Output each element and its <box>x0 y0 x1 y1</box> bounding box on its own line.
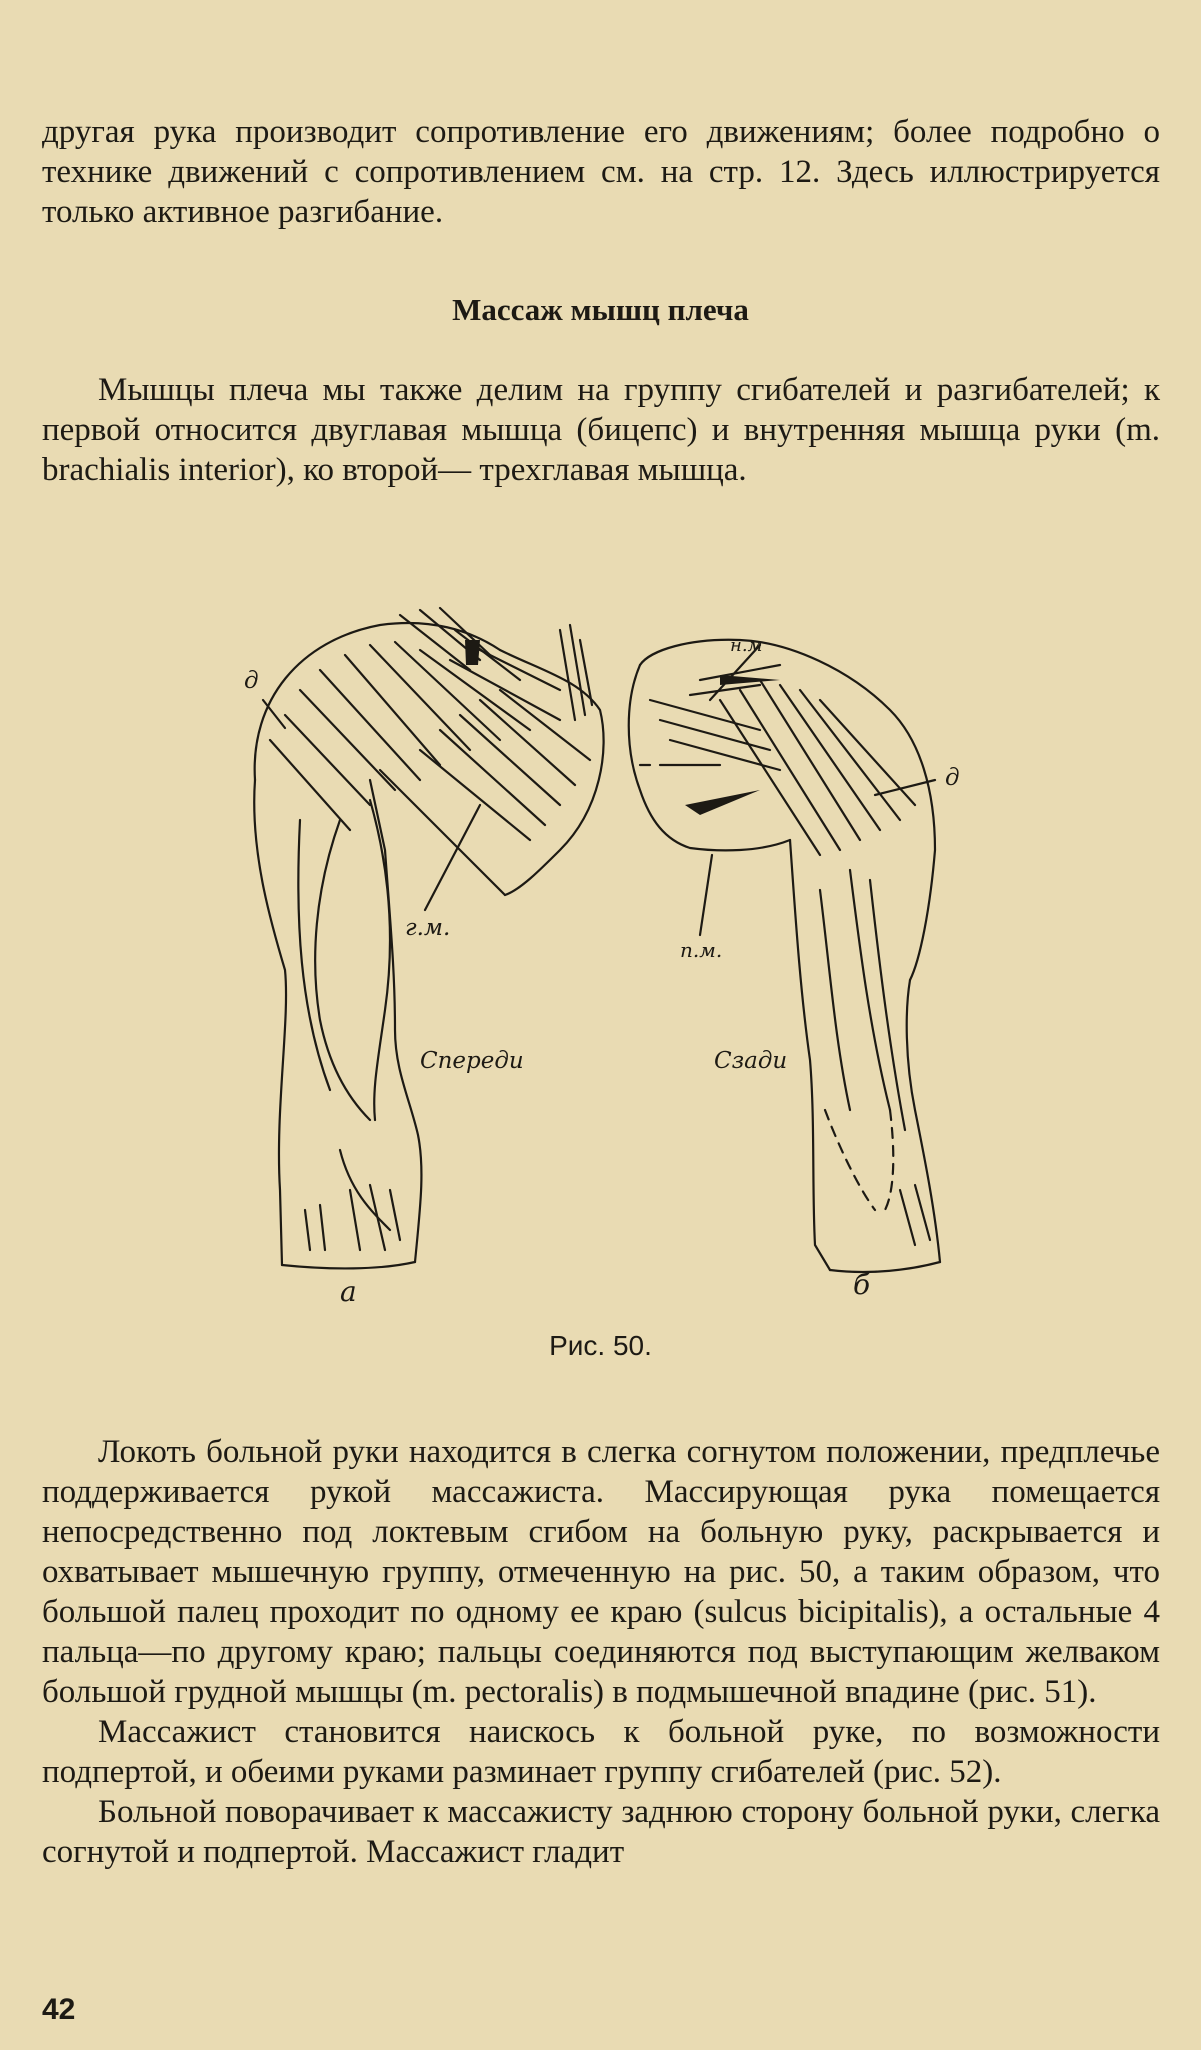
back-arm-drawing <box>629 640 940 1272</box>
label-nm: н.м <box>730 635 763 656</box>
label-gm: г.м. <box>405 915 451 941</box>
label-d-back: д <box>945 765 960 791</box>
section-paragraph: Мышцы плеча мы также делим на группу сгибателей и разгибателей; к первой относится двуглавая мышца (бицепс) и внутренняя мышца руки (m. brachialis interior), ко второй— трехглавая мышца. <box>42 372 1160 488</box>
label-front-view: Спереди <box>420 1048 524 1074</box>
label-d-front: д <box>244 668 259 694</box>
paragraph-1: Локоть больной руки находится в слегка согнутом положении, предплечье поддерживается рукой массажиста. Массирующая рука помещается непосредственно под локтевым сгибом на больную руку, раскрывается и охватывает мышечную группу, отмеченную на рис. 50, а таким образом, что большой палец проходит по одному ее краю (sulcus bicipitalis), а остальные 4 пальца—по другому краю; пальцы соединяются под выступающим желваком большой грудной мышцы (m. pectoralis) в подмышечной впадине (рис. 51). <box>42 1434 1160 1710</box>
body-text <box>42 1432 1160 1872</box>
label-a: а <box>340 1275 357 1308</box>
section-title: Массаж мышц плеча <box>452 292 749 327</box>
paragraph-3: Больной поворачивает к массажисту заднюю сторону больной руки, слегка согнутой и подпертой. Массажист гладит <box>42 1794 1160 1870</box>
label-b: б <box>853 1268 871 1301</box>
label-pm: п.м. <box>680 938 723 962</box>
paragraph-2: Массажист становится наискось к больной руке, по возможности подпертой, и обеими руками разминает группу сгибателей (рис. 52). <box>42 1714 1160 1790</box>
page-number: 42 <box>42 1993 76 2026</box>
arm-muscle-illustration <box>0 590 1201 1320</box>
figure-50 <box>0 590 1201 1320</box>
intro-text <box>42 112 1160 232</box>
intro-paragraph: другая рука производит сопротивление его движениям; более подробно о технике движений с сопротивлением см. на стр. 12. Здесь иллюстрируется только активное разгибание. <box>42 114 1160 230</box>
figure-caption: Рис. 50. <box>549 1330 652 1361</box>
label-back-view: Сзади <box>714 1048 788 1074</box>
section-text <box>42 370 1160 490</box>
